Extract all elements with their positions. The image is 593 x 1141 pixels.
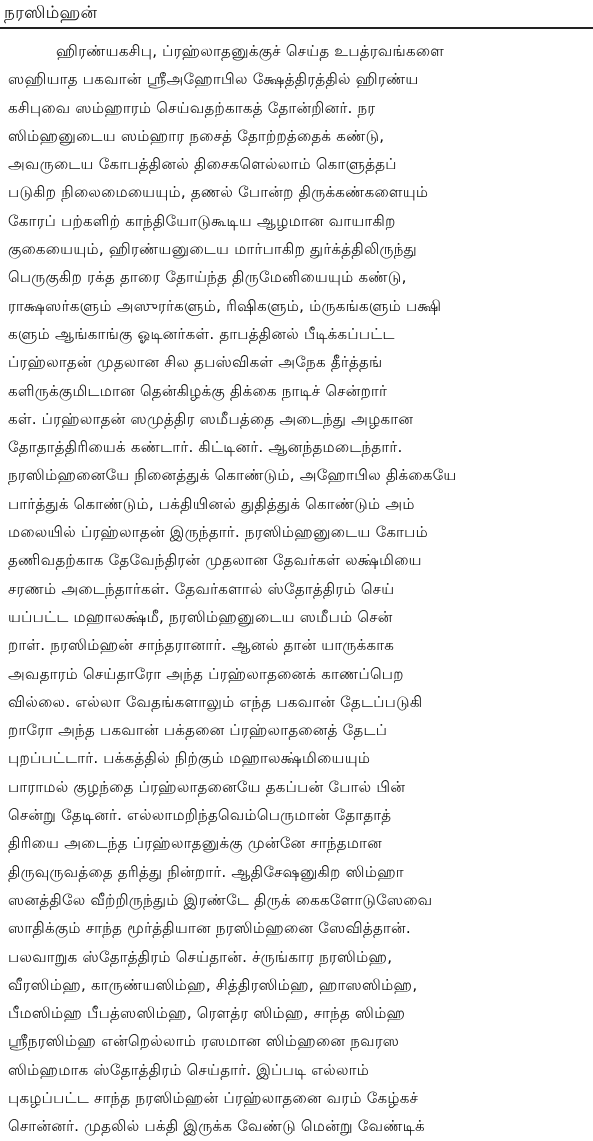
text-line: ஸிம்ஹனுடைய ஸம்ஹார நசைத் தோற்றத்தைக் கண்டு, — [8, 126, 385, 145]
text-line: களிருக்குமிடமான தென்கிழக்கு திக்கை நாடிச் சென்றார் — [8, 381, 388, 400]
text-line: பாராமல் குழந்தை ப்ரஹ்லாதனையே தகப்பன் போல் பின் — [8, 777, 406, 796]
page-header-title: நரஸிம்ஹன் — [4, 3, 98, 23]
text-line: களும் ஆங்காங்கு ஓடினர்கள். தாபத்தினல் பீடிக்கப்பட்ட — [8, 324, 395, 343]
text-line: படுகிற நிலைமையையும், தணல் போன்ற திருக்கண்களையும் — [8, 183, 429, 202]
text-line: புகழப்பட்ட சாந்த நரஸிம்ஹன் ப்ரஹ்லாதனை வரம் கேழ்கச் — [8, 1088, 419, 1107]
text-line: கள். ப்ரஹ்லாதன் ஸமுத்திர ஸமீபத்தை அடைந்து அழகான — [8, 409, 414, 428]
text-line: சென்று தேடினர். எல்லாமறிந்தவெம்பெருமான் தோதாத் — [8, 806, 392, 825]
text-line: ஸனத்திலே வீற்றிருந்தும் இரண்டே திருக் கைகளோடுஸேவை — [8, 890, 433, 909]
text-line: தணிவதற்காக தேவேந்திரன் முதலான தேவர்கள் லக்ஷ்மியை — [8, 551, 422, 570]
text-line: புறப்பட்டார். பக்கத்தில் நிற்கும் மஹாலக்ஷ்மியையும் — [8, 749, 371, 768]
text-line: நரஸிம்ஹனையே நினைத்துக் கொண்டும், அஹோபில திக்கையே — [8, 466, 457, 485]
text-line: குகையையும், ஹிரண்யனுடைய மார்பாகிற துர்க்த்திலிருந்து — [8, 240, 418, 259]
text-line: கோரப் பற்களிற் காந்தியோடுகூடிய ஆழமான வாயாகிற — [8, 211, 396, 230]
text-line: மலையில் ப்ரஹ்லாதன் இருந்தார். நரஸிம்ஹனுடைய கோபம் — [8, 523, 428, 542]
text-line: யப்பட்ட மஹாலக்ஷ்மீ, நரஸிம்ஹனுடைய ஸமீபம் சென் — [8, 607, 393, 626]
text-line: ஸஹியாத பகவான் ஸ்ரீஅஹோபில க்ஷேத்திரத்தில் ஹிரண்ய — [8, 70, 419, 89]
text-line: பீமஸிம்ஹ பீபத்ஸஸிம்ஹ, ரௌத்ர ஸிம்ஹ, சாந்த ஸிம்ஹ — [8, 1004, 406, 1023]
body-text — [8, 37, 593, 1141]
text-line: திருவுருவத்தை தரித்து நின்றார். ஆதிசேஷனுகிற ஸிம்ஹா — [8, 862, 404, 881]
text-line: சரணம் அடைந்தார்கள். தேவர்களால் ஸ்தோத்திரம் செய் — [8, 579, 395, 598]
text-line: ஸாதிக்கும் சாந்த மூர்த்தியான நரஸிம்ஹனை ஸேவித்தான். — [8, 919, 411, 938]
text-line: வில்லை. எல்லா வேதங்களாலும் எந்த பகவான் தேடப்படுகி — [8, 692, 423, 711]
text-line: ராக்ஷஸர்களும் அஸுரர்களும், ரிஷிகளும், ம்ருகங்களும் பக்ஷி — [8, 296, 442, 315]
text-line: ஸிம்ஹமாக ஸ்தோத்திரம் செய்தார். இப்படி எல்லாம் — [8, 1060, 370, 1079]
text-line: பெருகுகிற ரக்த தாரை தோய்ந்த திருமேனியையும் கண்டு, — [8, 268, 407, 287]
text-line: திரியை அடைந்த ப்ரஹ்லாதனுக்கு முன்னே சாந்தமான — [8, 834, 383, 853]
text-line: அவதாரம் செய்தாரோ அந்த ப்ரஹ்லாதனைக் காணப்பெற — [8, 664, 404, 683]
text-line: றாள். நரஸிம்ஹன் சாந்தரானார். ஆனல் தான் யாருக்காக — [8, 636, 395, 655]
text-line: ஹிரண்யகசிபு, ப்ரஹ்லாதனுக்குச் செய்த உபத்ரவங்களை — [56, 42, 445, 60]
text-line: பலவாறுக ஸ்தோத்திரம் செய்தான். ச்ருங்கார நரஸிம்ஹ, — [8, 947, 393, 966]
text-line: றாரோ அந்த பகவான் பக்தனை ப்ரஹ்லாதனைத் தேடப் — [8, 721, 388, 740]
text-line: ஸ்ரீநரஸிம்ஹ என்றெல்லாம் ரஸமான ஸிம்ஹனை நவரஸ — [8, 1032, 400, 1051]
text-line: தோதாத்திரியைக் கண்டார். கிட்டினர். ஆனந்தமடைந்தார். — [8, 438, 403, 457]
header-divider — [0, 27, 593, 29]
text-line: கசிபுவை ஸம்ஹாரம் செய்வதற்காகத் தோன்றினர். நர — [8, 98, 376, 117]
text-line: வீரஸிம்ஹ, காருண்யஸிம்ஹ, சித்திரஸிம்ஹ, ஹாஸஸிம்ஹ, — [8, 975, 418, 994]
text-line: ப்ரஹ்லாதன் முதலான சில தபஸ்விகள் அநேக தீர்த்தங் — [8, 353, 383, 372]
text-line: சொன்னர். முதலில் பக்தி இருக்க வேண்டு மென்று வேண்டிக் — [8, 1117, 425, 1136]
text-line: அவருடைய கோபத்தினல் திசைகளெல்லாம் கொளுத்தப் — [8, 155, 397, 174]
text-line: பார்த்துக் கொண்டும், பக்தியினல் துதித்துக் கொண்டும் அம் — [8, 494, 415, 513]
